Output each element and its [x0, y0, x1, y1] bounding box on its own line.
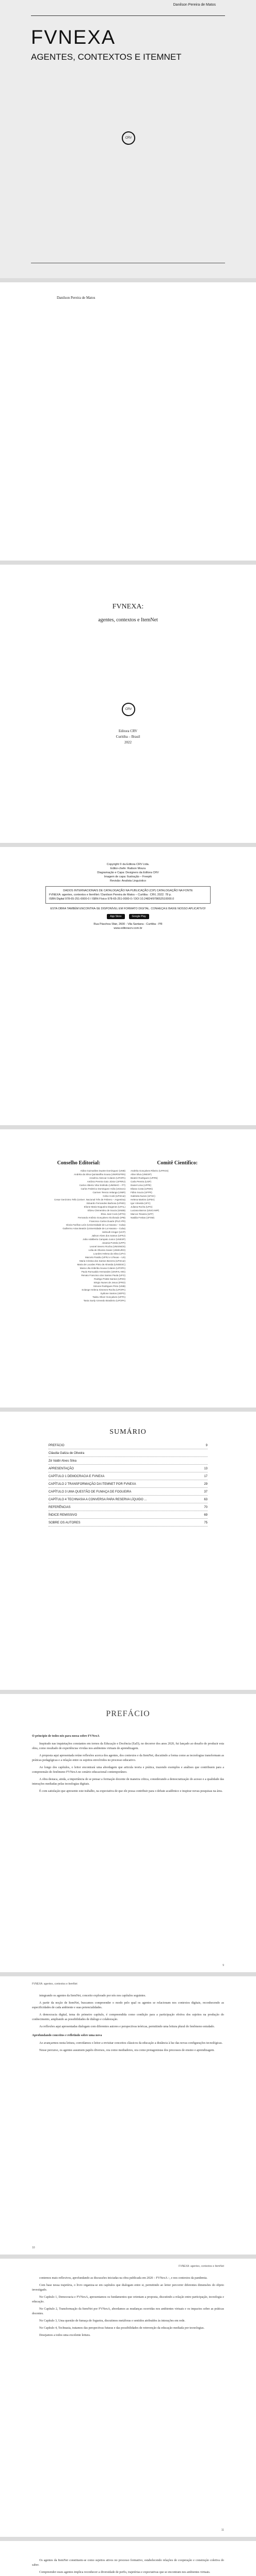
- toc-entry-label: APRESENTAÇÃO: [49, 1467, 74, 1470]
- running-header: FVNEXA: agentes, contextos e ItemNet: [179, 2265, 224, 2268]
- store-badges: [45, 914, 211, 919]
- cip-box: [45, 886, 211, 904]
- toc-page: [0, 1412, 256, 1690]
- board-member: Simone Rodrigues Pinto (UNB): [93, 1285, 125, 1287]
- toc-entry-label: PREFÁCIO: [49, 1444, 65, 1447]
- publisher-address: Rua Páschoa Sfair, 2600 - Vila Santana - Curitiba - PR: [93, 923, 163, 926]
- board-member: Leonel Severo Rocha (UNISINOS): [89, 1245, 125, 1248]
- board-member: Juliana Rocha (UFG): [131, 1206, 153, 1208]
- paragraph: Ao avançarmos nesta leitura, convidamos o leitor a revisitar conceitos clássicos da educação a distância à luz das novas configurações tecnológicas.: [39, 2042, 223, 2045]
- toc-entry-page: 63: [204, 1498, 207, 1501]
- toc-entry-label: CAPÍTULO 1 DEMOCRACIA E FVNEXA: [49, 1475, 105, 1478]
- board-member: Carlos Federico Dominguez Avila (Unieuro): [81, 1188, 125, 1190]
- title-page: [0, 565, 256, 843]
- board-member: Natália Freitas (UFSM): [131, 1216, 155, 1219]
- preface-page-4: [0, 2541, 256, 2576]
- board-member: Maria Lília Imbiriba Sousa Colares (UFOPA): [79, 1267, 125, 1269]
- board-member: Fernando Antônio Gonçalves Alcoforado (IPB): [77, 1216, 125, 1219]
- toc-entry[interactable]: [49, 1504, 207, 1511]
- board-member: Fábio Souza (UFPR): [131, 1191, 152, 1194]
- board-member: Francisco Carlos Duarte (PUC-PR): [89, 1220, 125, 1223]
- paragraph: É com satisfação que apresento este trabalho, na expectativa de que ele possa contribuir para o debate acadêmico e inspirar novas pesquisas na área.: [39, 1790, 223, 1793]
- board-member: Celso Conti (UFSCar): [103, 1195, 125, 1197]
- toc-entry[interactable]: [49, 1481, 207, 1488]
- publisher-info: [0, 728, 256, 745]
- paragraph: No Capítulo 2, Transformação da ItemNet por FVNexA, abordamos as mudanças ocorridas nos ambientes virtuais e os impactos sobre as práticas docentes.: [32, 2308, 224, 2315]
- board-member: Élsio José Corá (UFFS): [101, 1213, 125, 1215]
- book-title: FVNEXA:: [112, 603, 144, 611]
- board-member: Lídia de Oliveira Xavier (UNIEURO): [88, 1249, 125, 1251]
- copyright-line: Editor-chefe: Railson Moura: [110, 867, 146, 870]
- board-member: Maria Cristina dos Santos Bezerra (UFSCar): [79, 1260, 125, 1262]
- toc-entry-page: 9: [205, 1444, 207, 1447]
- board-member: Cesar Gerónimo Tello (Univer .Nacional Três de Febrero – Argentina): [54, 1198, 125, 1201]
- paragraph: A partir da noção de ItemNet, buscamos compreender o modo pelo qual os agentes se relacionam nos contextos digitais, reconhecendo as especificidades de cada ambiente e suas potencialidades.: [32, 2002, 224, 2009]
- paragraph: Nesse percurso, os agentes assumem papéis diversos, ora como mediadores, ora como protagonistas dos processos de ensino e aprendizagem.: [39, 2049, 215, 2052]
- copyright-page: [0, 847, 256, 1125]
- cip-record: FVNEXA: agentes, contextos e ItemNet / Danilson Pereira de Matos – Curitiba : CRV, 2022. 78 p.: [49, 893, 172, 896]
- toc-entry-page: 69: [204, 1514, 207, 1517]
- board-member: Eduardo Fernandes Barbosa (UFMG): [86, 1202, 125, 1205]
- cover-rule: [31, 15, 225, 16]
- board-member: Andréia da Silva Quintanilha Sousa (UNIR/UFRN): [74, 1173, 125, 1176]
- copyright-line: Copyright © da Editora CRV Ltda.: [106, 863, 150, 866]
- page-number: 9: [222, 1964, 224, 1967]
- app-store-badge[interactable]: App Store: [107, 914, 124, 919]
- paragraph: integrando os agentes da ItemNet, conceito explorado por nós nos capítulos seguintes.: [39, 1994, 146, 1997]
- digital-notice: ESTA OBRA TAMBÉM ENCONTRA-SE DISPONÍVEL EM FORMATO DIGITAL. CONHEÇA E BAIXE NOSSO APLICATIVO!: [50, 907, 206, 910]
- toc-entry-label: CAPÍTULO 3 UMA QUESTÃO DE FUMAÇA DE FOGUEIRA: [49, 1490, 132, 1494]
- copyright-line: Revisão: Analista Linguístico: [109, 879, 146, 883]
- board-member: Carmen Tereza Velanga (UNIR): [92, 1191, 125, 1194]
- board-member: Aldira Guimarães Duarte Domínguez (UNB): [80, 1170, 125, 1172]
- board-member: Luciana Barros (UNICAMP): [131, 1209, 159, 1212]
- page-body: [32, 2276, 224, 2341]
- preface-page-2: [0, 1976, 256, 2255]
- board-member: Eliana Costa (UFMG): [131, 1188, 153, 1190]
- publication-year: 2022: [124, 740, 132, 744]
- board-member: Josania Portela (UFPI): [102, 1242, 125, 1244]
- board-member: Gloria Fariñas León (Universidade de La Havana – Cuba): [66, 1224, 125, 1226]
- scientific-committee: [131, 1160, 224, 1302]
- toc-entry[interactable]: [49, 1450, 207, 1457]
- board-member: Marcelo Paixão (UFRJ e UTexas – US): [85, 1256, 125, 1259]
- cover-author-header: Danilson Pereira de Matos: [173, 3, 216, 7]
- cip-title: DADOS INTERNACIONAIS DE CATALOGAÇÃO NA PUBLICAÇÃO (CIP) CATALOGAÇÃO NA FONTE: [63, 889, 193, 892]
- catalog-block: [45, 862, 211, 930]
- paragraph: Ao longo dos capítulos, o leitor encontrará uma abordagem que articula teoria e prática, trazendo exemplos e análises que contribuem para a compreensão do fenômeno FVNexA no cenário educacional contemporâneo.: [32, 1766, 224, 1774]
- toc-entry[interactable]: [49, 1443, 207, 1449]
- board-member: Paulo Romualdo Hernandes (UNIFAL-MG): [81, 1270, 125, 1273]
- copyright-line: Imagem de capa: Ilustração – Freepik: [104, 875, 152, 878]
- paragraph: contemos mais reflexivos, aprofundando as discussões iniciadas na obra publicada em 2020 – FVNexA –, e nos contextos da pandemia.: [39, 2277, 207, 2280]
- book-subtitle: agentes, contextos e ItemNet: [98, 617, 158, 623]
- board-member: Andréia Gonçalves Ribeiro (UFRGS): [131, 1170, 169, 1172]
- editorial-council-title: Conselho Editorial:: [57, 1160, 101, 1166]
- toc-entry-label: REFERÊNCIAS: [49, 1506, 71, 1509]
- toc-entry-page: 37: [204, 1490, 207, 1494]
- toc-entry-label: CAPÍTULO 4 TECHNASIA A CONVERSA PARA RESERVA LÍQUIDO ...: [49, 1498, 147, 1501]
- preface-page-3: [0, 2259, 256, 2537]
- toc-entry-page: 13: [204, 1467, 207, 1470]
- running-header: FVNEXA: agentes, contextos e ItemNet: [32, 1982, 77, 1986]
- board-member: Beatriz Rodrigues (UFRN): [131, 1177, 158, 1179]
- cover-subtitle: AGENTES, CONTEXTOS E ITEMNET: [31, 52, 182, 62]
- board-member: Marcos Teixeira (UFF): [131, 1213, 154, 1215]
- board-member: Guillermo Arias Beatón (Universidade de La Havana – Cuba): [62, 1227, 125, 1230]
- paragraph: Os agentes da ItemNet constituem-se como sujeitos ativos no processo formativo, estabelecendo relações de cooperação e construção coletiva do saber.: [32, 2559, 224, 2567]
- toc-entry-label: SOBRE OS AUTORES: [49, 1521, 81, 1524]
- toc-entry[interactable]: [49, 1466, 207, 1472]
- paragraph: Desejamos a todos uma excelente leitura.: [39, 2334, 91, 2337]
- paragraph: A proposta aqui apresentada reúne reflexões acerca dos agentes, dos contextos e da ItemNet, discutindo a forma como as tecnologias transformam as práticas pedagógicas e a relação entre os sujeitos envolvidos no processo educativo.: [32, 1754, 224, 1762]
- publisher-logo: CRV: [122, 703, 135, 716]
- toc-entry-page: 29: [204, 1483, 207, 1486]
- paragraph: Compreender esses agentes implica reconhecer a diversidade de perfis, trajetórias e expectativas que se encontram nos ambientes virtuais.: [39, 2571, 211, 2574]
- preface-heading: O princípio de todos nós para nossa sobre FVNexA: [32, 1735, 100, 1738]
- board-member: Helena Martins (UFBA): [131, 1198, 155, 1201]
- toc-title: SUMÁRIO: [109, 1428, 147, 1436]
- board-member: Carlos Alberto Vilar Estêvão (UMINHO – PT): [79, 1184, 125, 1187]
- board-member: Sydione Santos (UEPG): [100, 1292, 125, 1295]
- board-member: Carla Pereira (USP): [131, 1180, 152, 1183]
- paragraph: No Capítulo 1, Democracia e FVNexA, apresentamos os fundamentos que orientam a proposta, discutindo a relação entre participação, tecnologia e educação.: [32, 2296, 224, 2303]
- editorial-board-page: [0, 1129, 256, 1408]
- board-member: Maria de Lourdes Pinto de Almeida (UNOESC): [77, 1263, 125, 1266]
- scientific-committee-title: Comitê Científico:: [157, 1160, 198, 1166]
- toc-entry[interactable]: [49, 1489, 207, 1496]
- paragraph: Inspirado nas inquietações constantes em tornos da Educação e Docência (EaD), no decorrer dos anos 2020, fui lançado ao desafio de produzir esta obra, como resultado de experiências vividas nos ambientes virtuais de aprendizagem.: [32, 1742, 224, 1750]
- half-title-page: [0, 282, 256, 561]
- board-member: Anselmo Alencar Colares (UFOPA): [89, 1177, 125, 1179]
- paragraph: Com base nessa trajetória, o livro organiza-se em capítulos que dialogam entre si, permitindo ao leitor percorrer diferentes dimensões do objeto investigado.: [32, 2284, 224, 2292]
- toc-list: [49, 1443, 207, 1527]
- toc-entry-label: ÍNDICE REMISSIVO: [49, 1514, 77, 1517]
- toc-entry-label: Zé Valdir Alves Silva: [49, 1460, 77, 1463]
- copyright-line: Diagramação e Capa: Designers da Editora CRV: [97, 871, 159, 874]
- toc-entry-page: 17: [204, 1475, 207, 1478]
- preface-page: [0, 1694, 256, 1972]
- paragraph: A obra destaca, ainda, a importância de se pensar a formação docente de maneira crítica, considerando a democratização do acesso e a qualidade das interações mediadas pelas tecnologias digitais.: [32, 1778, 224, 1786]
- paragraph: No Capítulo 4, Technasia, tratamos das perspectivas futuras e das possibilidades de reinvenção da educação mediada por tecnologias.: [39, 2327, 205, 2330]
- publisher-logo: CRV: [122, 131, 135, 145]
- board-member: Jailson Alves dos Santos (UFRJ): [91, 1234, 125, 1237]
- google-play-badge[interactable]: Google Play: [129, 914, 149, 919]
- cover-page: [0, 0, 256, 278]
- page-body: [32, 1994, 224, 2056]
- page-number: 11: [221, 2529, 224, 2532]
- board-member: Antônio Pereira Gaio Júnior (UFRRJ): [87, 1180, 125, 1183]
- toc-entry[interactable]: [49, 1497, 207, 1503]
- cover-title: FVNEXA: [31, 27, 116, 48]
- toc-entry[interactable]: [49, 1458, 207, 1465]
- board-member: Elione Maria Nogueira Diogenes (UFAL): [84, 1206, 125, 1208]
- publisher-site[interactable]: www.editoracrv.com.br: [114, 927, 142, 930]
- toc-entry[interactable]: [49, 1520, 207, 1527]
- paragraph: As reflexões aqui apresentadas dialogam com diferentes autores e perspectivas teóricas, permitindo uma leitura plural do fenômeno estudado.: [39, 2025, 215, 2028]
- publisher-name: Editora CRV: [118, 729, 138, 733]
- paragraph: A democracia digital, tema do primeiro capítulo, é compreendida como condição para a participação efetiva dos sujeitos na produção do conhecimento, ampliando as possibilidades de diálogo e colaboração.: [32, 2013, 224, 2021]
- page-number: 10: [32, 2246, 35, 2249]
- board-member: Daniel Lima (UFPE): [131, 1184, 152, 1187]
- paragraph: No Capítulo 3, Uma questão de fumaça de fogueira, discutimos metáforas e sentidos atribuídos às interações em rede.: [39, 2319, 185, 2323]
- section-heading: Aprofundando conceitos e refletindo sobre uma nova: [32, 2034, 102, 2037]
- toc-entry-page: 70: [204, 1506, 207, 1509]
- board-member: Gabriela Nunes (UFSC): [131, 1195, 155, 1197]
- board-member: Solange Helena Ximenes-Rocha (UFOPA): [82, 1289, 125, 1291]
- publisher-city: Curitiba – Brasil: [116, 735, 140, 739]
- board-member: Igor Almeida (UFC): [131, 1202, 151, 1205]
- board-member: Renato Francisco dos Santos Paula (UFG): [81, 1274, 125, 1277]
- preface-body: [32, 1730, 224, 1797]
- toc-entry-label: Cláudia Galiza de Oliveira: [49, 1452, 85, 1455]
- page-body: [32, 2558, 224, 2576]
- isbn-info: ISBN Digital 978-65-251-0000-0 / ISBN Físico 978-65-251-0000-0 / DOI 10.24824/978652510000.0: [49, 897, 174, 901]
- board-member: João Adalberto Campato Junior (UNESP): [83, 1238, 125, 1241]
- editorial-council: [32, 1160, 125, 1302]
- board-member: Elizeu Clementino de Souza (UNEB): [87, 1209, 125, 1212]
- toc-entry-page: 75: [204, 1521, 207, 1524]
- half-title-author: Danilson Pereira de Matos: [57, 296, 95, 300]
- preface-title: PREFÁCIO: [106, 1709, 150, 1718]
- board-member: Rodrigo Pratte-Santos (UFES): [94, 1278, 125, 1280]
- toc-entry-label: CAPÍTULO 2 TRANSFORMAÇÃO DA ITEMNET POR FVNEXA: [49, 1483, 136, 1486]
- board-member: Aline Silva (UNESP): [131, 1173, 152, 1176]
- board-member: Helmuth Krüger (UCP): [102, 1231, 125, 1233]
- toc-entry[interactable]: [49, 1473, 207, 1480]
- board-member: Sérgio Nunes de Jesus (IFRO): [93, 1281, 125, 1284]
- board-member: Lourdes Helena da Silva (UFV): [93, 1252, 125, 1255]
- board-member: Tadeu Oliver Gonçalves (UFPA): [92, 1296, 125, 1298]
- toc-entry[interactable]: [49, 1512, 207, 1519]
- board-member: Tania Suely Azevedo Brasileiro (UFOPA): [83, 1299, 125, 1302]
